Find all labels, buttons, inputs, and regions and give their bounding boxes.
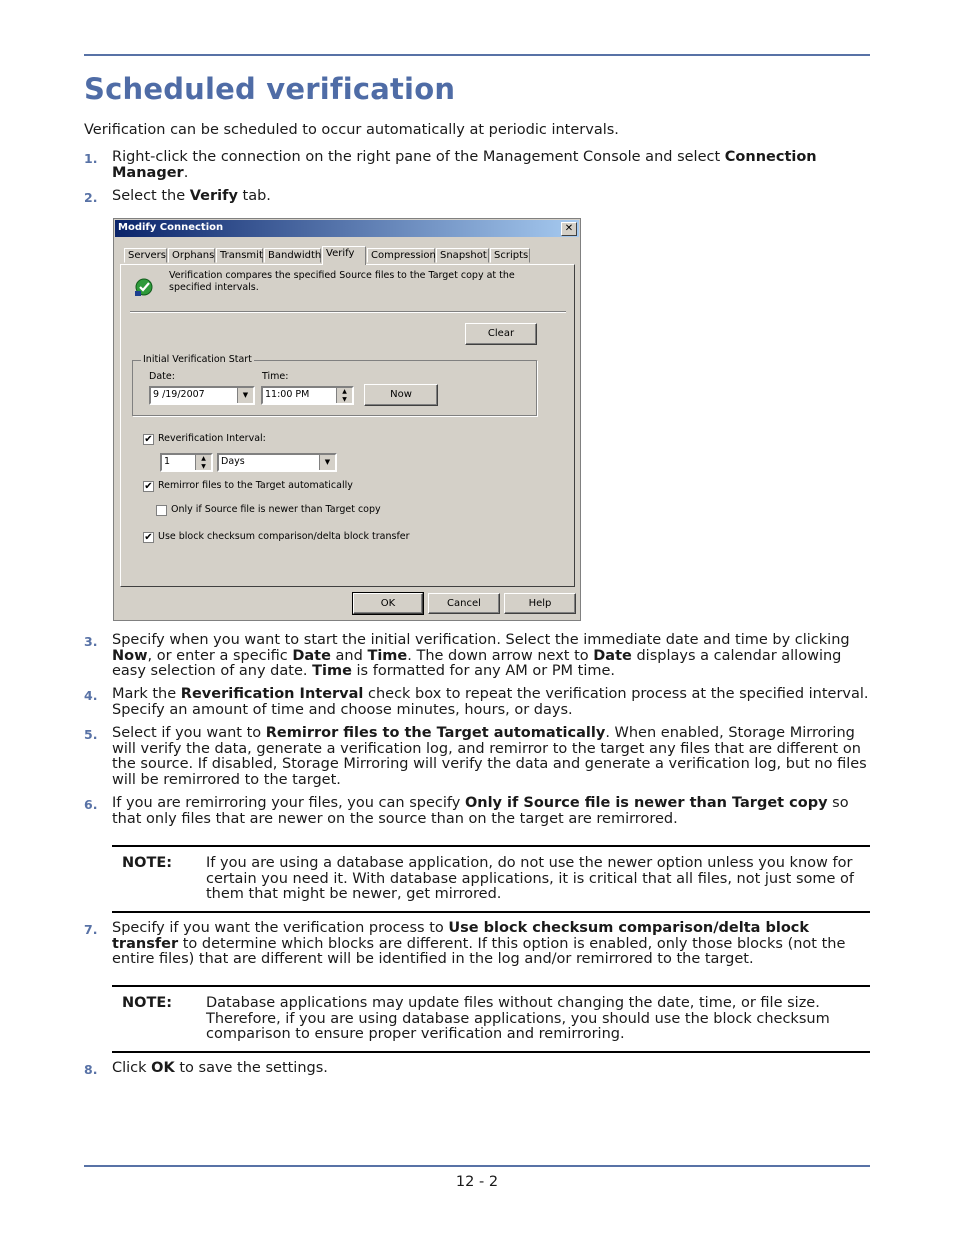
time-label: Time: (262, 371, 289, 382)
step-text: displays a calendar allowing easy selection of any date. (112, 647, 842, 679)
time-picker[interactable] (261, 386, 354, 405)
step-text: tab. (237, 188, 271, 204)
date-label: Date: (149, 371, 175, 382)
step-6 (84, 796, 870, 827)
step-text: . (183, 164, 189, 181)
step-text: Select the (112, 188, 190, 204)
step-text: . When enabled, Storage Mirroring will verify the data, generate a verification log, and remirror to the target any files that are different on the source. If disabled, Storage Mirroring will verify the data and generate a verification log, but no files will be remirrored to the target. (112, 725, 867, 788)
bottom-rule (84, 1165, 870, 1167)
tab-verify[interactable]: Verify (322, 246, 366, 265)
step-8 (84, 1061, 870, 1077)
ui-term: Reverification Interval (180, 686, 364, 702)
interval-amount-input[interactable] (160, 453, 213, 472)
block-checksum-checkbox[interactable]: ✔ (144, 532, 153, 543)
top-rule (84, 54, 870, 56)
step-text: . The down arrow next to (407, 647, 594, 664)
step-number: 6. (84, 797, 98, 812)
step-number: 2. (84, 190, 98, 205)
step-number: 7. (84, 922, 98, 937)
step-text: Specify if you want the verification process to (112, 920, 449, 936)
step-text: to save the settings. (174, 1060, 328, 1076)
step-number: 8. (84, 1062, 98, 1077)
note-label: NOTE: (122, 995, 173, 1011)
help-button[interactable]: Help (504, 593, 576, 614)
step-number: 3. (84, 634, 98, 649)
group-label: Initial Verification Start (143, 354, 252, 365)
step-3 (84, 633, 870, 680)
note-label: NOTE: (122, 855, 173, 871)
ui-term: Date (593, 647, 632, 664)
step-number: 5. (84, 727, 98, 742)
ui-term: OK (151, 1060, 175, 1076)
ui-term: Use block checksum comparison/delta block transfer (112, 920, 810, 952)
reverification-label: Reverification Interval: (158, 433, 266, 444)
cancel-button[interactable]: Cancel (428, 593, 500, 614)
ui-term: Remirror files to the Target automatically (265, 725, 606, 741)
tab-orphans[interactable]: Orphans (168, 248, 215, 263)
ui-term: Time (367, 647, 408, 664)
date-picker[interactable] (149, 386, 255, 405)
ui-term: Time (312, 663, 352, 679)
ok-button[interactable]: OK (353, 593, 423, 614)
tab-transmit[interactable]: Transmit (216, 248, 263, 263)
interval-value: 1 (164, 456, 171, 467)
step-text: Right-click the connection on the right pane of the Management Console and select (112, 149, 725, 165)
interval-spinner[interactable]: ▲ ▼ (195, 455, 211, 470)
now-button[interactable]: Now (364, 384, 438, 406)
ui-term: Connection Manager (112, 149, 817, 181)
tab-bandwidth[interactable]: Bandwidth (264, 248, 321, 263)
step-number: 4. (84, 688, 98, 703)
step-text: If you are remirroring your files, you can specify (112, 795, 465, 811)
step-text: is formatted for any AM or PM time. (351, 663, 616, 679)
note-box (112, 845, 870, 913)
separator (130, 311, 566, 313)
clear-button[interactable]: Clear (465, 323, 537, 345)
chevron-down-icon[interactable]: ▼ (319, 455, 335, 470)
ui-term: Only if Source file is newer than Target copy (464, 795, 828, 811)
ui-term: Now (112, 647, 148, 664)
note-box (112, 985, 870, 1053)
date-value: 9 /19/2007 (153, 389, 205, 400)
step-1 (84, 150, 870, 181)
dialog-titlebar (115, 220, 579, 237)
step-2 (84, 189, 870, 205)
newer-only-label: Only if Source file is newer than Target copy (171, 504, 381, 515)
note-text: Database applications may update files without changing the date, time, or file size. Therefore, if you are using database applications, you should use the block checksum comparison to ensure proper verification and remirroring. (206, 995, 830, 1042)
interval-unit-select[interactable] (217, 453, 337, 472)
modify-connection-dialog (113, 218, 581, 621)
interval-unit: Days (221, 456, 245, 467)
step-text: so that only files that are newer on the source than on the target are remirrored. (112, 795, 849, 827)
page-number: 12 - 2 (455, 1174, 499, 1190)
step-7 (84, 921, 870, 968)
verification-icon (134, 277, 154, 297)
tab-servers[interactable]: Servers (124, 248, 167, 263)
tab-scripts[interactable]: Scripts (490, 248, 530, 263)
step-4 (84, 687, 870, 718)
remirror-label: Remirror files to the Target automatically (158, 480, 353, 491)
note-text: If you are using a database application, do not use the newer option unless you know for certain you need it. With database applications, it is critical that all files, not just some of them that might be newer, get mirrored. (206, 855, 855, 902)
tab-compression[interactable]: Compression (367, 248, 435, 263)
time-spinner[interactable]: ▲ ▼ (336, 388, 352, 403)
tab-snapshot[interactable]: Snapshot (436, 248, 489, 263)
ui-term: Verify (189, 188, 238, 204)
step-text: Specify when you want to start the initial verification. Select the immediate date and time by clicking (112, 632, 850, 648)
page-title: Scheduled verification (84, 72, 456, 106)
step-number: 1. (84, 151, 98, 166)
verify-description: Verification compares the specified Source files to the Target copy at the specified intervals. (169, 270, 515, 293)
block-checksum-label: Use block checksum comparison/delta block transfer (158, 531, 410, 542)
intro-text: Verification can be scheduled to occur automatically at periodic intervals. (84, 122, 619, 138)
close-icon[interactable]: ✕ (561, 222, 577, 236)
step-text: to determine which blocks are different. If this option is enabled, only those blocks (not the entire files) that are different will be identified in the log and/or remirrored to the target. (112, 935, 846, 967)
dialog-title: Modify Connection (118, 222, 224, 233)
step-text: Select if you want to (112, 725, 266, 741)
reverification-checkbox[interactable]: ✔ (144, 434, 153, 445)
newer-only-checkbox[interactable] (156, 505, 167, 516)
step-text: check box to repeat the verification process at the specified interval. Specify an amount of time and choose minutes, hours, or days. (112, 686, 869, 718)
remirror-checkbox[interactable]: ✔ (144, 481, 153, 492)
step-text: , or enter a specific (147, 647, 293, 664)
step-5 (84, 726, 870, 788)
ui-term: Date (292, 647, 331, 664)
chevron-down-icon[interactable]: ▼ (237, 388, 253, 403)
step-text: Click (112, 1060, 152, 1076)
step-text: and (330, 647, 368, 664)
step-text: Mark the (112, 686, 181, 702)
time-value: 11:00 PM (265, 389, 310, 400)
